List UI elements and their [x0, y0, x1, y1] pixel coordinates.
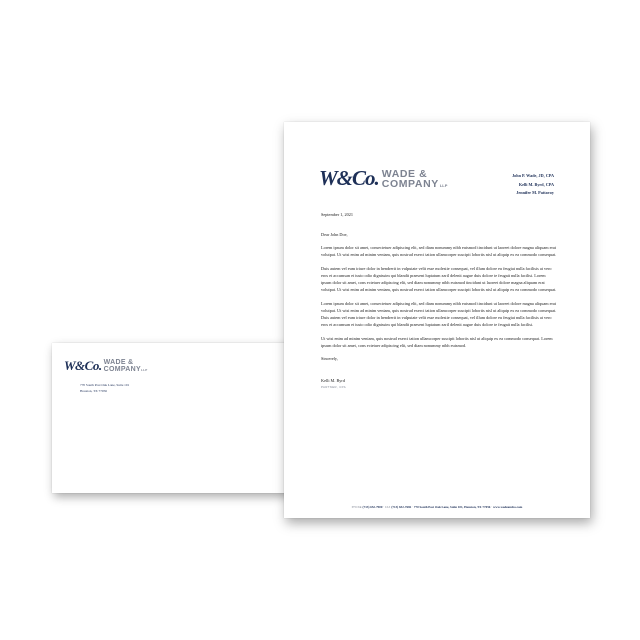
letterhead-logo-suffix: LLP [439, 183, 448, 188]
envelope-logo-monogram: W&Co. [64, 358, 102, 373]
letterhead-logo-company: COMPANY [381, 178, 439, 190]
letterhead-footer [284, 505, 590, 509]
letterhead-logo [319, 168, 447, 191]
partner-name: Jennifer M. Pattavoy [516, 190, 554, 196]
letterhead-logo-line2 [382, 179, 448, 191]
envelope-logo-suffix: LLP [140, 368, 148, 372]
envelope-address-line1: 770 South Post Oak Lane, Suite 101 [80, 383, 130, 387]
envelope-logo-line1: WADE & [103, 359, 134, 366]
partner-list [512, 172, 554, 198]
footer-separator: · [383, 505, 385, 509]
letter-body [321, 211, 557, 390]
letter-paragraph: Lorem ipsum dolor sit amet, consectetuer adipiscing elit, sed diam nonummy nibh euismod tincidunt ut laoreet dolore magna aliquam erat volutpat. Ut wisi enim ad minim veniam, quis nostrud exerci tation ullamcorper suscipit lobortis nisl ut aliquip ex ea commodo consequat. [321, 245, 557, 258]
envelope [52, 343, 290, 493]
footer-phone-label: PHONE [351, 506, 362, 509]
envelope-logo-line2 [104, 366, 148, 374]
footer-separator: · [491, 505, 493, 509]
letterhead-page [284, 122, 590, 518]
footer-fax-label: FAX [385, 506, 391, 509]
letterhead-logo-monogram: W&Co. [319, 166, 379, 190]
letter-paragraph: Ut wisi enim ad minim veniam, quis nostrud exerci tation ullamcorper suscipit lobortis nisl ut aliquip ex ea commodo consequat. Lorem ipsum dolor sit amet, cons ectetuer adipiscing elit, sed diam nonummy nibh euismod. [321, 335, 553, 348]
letterhead-logo-line1: WADE & [381, 168, 428, 180]
letter-salutation: Dear John Doe, [321, 232, 348, 238]
letter-date: September 1, 2021 [321, 212, 353, 217]
envelope-logo [64, 359, 148, 374]
signer-title: PARTNER, CPA [321, 384, 347, 389]
footer-website: www.wadeandco.com [493, 505, 523, 509]
envelope-return-address [80, 383, 129, 394]
letter-closing: Sincerely, [321, 356, 338, 362]
signer-name: Kelli M. Byrd [321, 378, 345, 384]
footer-phone: (713) 652-7900 [362, 505, 383, 509]
letter-paragraph: Lorem ipsum dolor sit amet, consectetuer adipiscing elit, sed diam nonummy nibh euismod tincidunt ut laoreet dolore magna aliquam erat volutpat. Ut wisi enim ad minim veniam, quis nostrud exerci tation ullamcorper suscipit lobortis nisl ut aliquip ex ea commodo consequat. Duis autem vel eum iriure dolor in hendrerit in vulputate velit esse molestie consequat, vel illum dolore eu feugiat nulla facilisis at vero eros et accumsan et iusto odio dignissim qui blandit praesent luptatum zzril delenit augue duis dolore te feugait nulla facilisi. [321, 300, 557, 328]
partner-name: Kelli M. Byrd, CPA [518, 181, 554, 187]
footer-address: 770 South Post Oak Lane, Suite 101, Houston, TX 77056 [413, 505, 491, 509]
footer-fax: (713) 652-7682 [391, 505, 412, 509]
envelope-address-line2: Houston, TX 77056 [80, 388, 107, 393]
letter-paragraph: Duis autem vel eum iriure dolor in hendrerit in vulputate velit esse molestie consequat, vel illum dolore eu feugiat nulla facilisis at vero eros et accumsan et iusto odio dignissim qui blandit praesent luptatum zzril delenit augue duis dolore te feugait nulla facilisi. Lorem ipsum dolor sit amet, cons ectetuer adipiscing elit, sed diam nonummy nibh euismod tincidunt ut laoreet dolore magna aliquam erat volutpat. Ut wisi enim ad minim veniam, quis nostrud exerci tation ullamcorper suscipit lobortis nisl ut aliquip ex ea commodo consequat. [321, 265, 557, 293]
partner-name: John P. Wade, JD, CPA [512, 173, 554, 178]
footer-separator: · [412, 505, 414, 509]
letterhead-logo-wordmark [382, 169, 448, 191]
envelope-logo-company: COMPANY [103, 366, 141, 373]
envelope-logo-wordmark [104, 359, 148, 374]
